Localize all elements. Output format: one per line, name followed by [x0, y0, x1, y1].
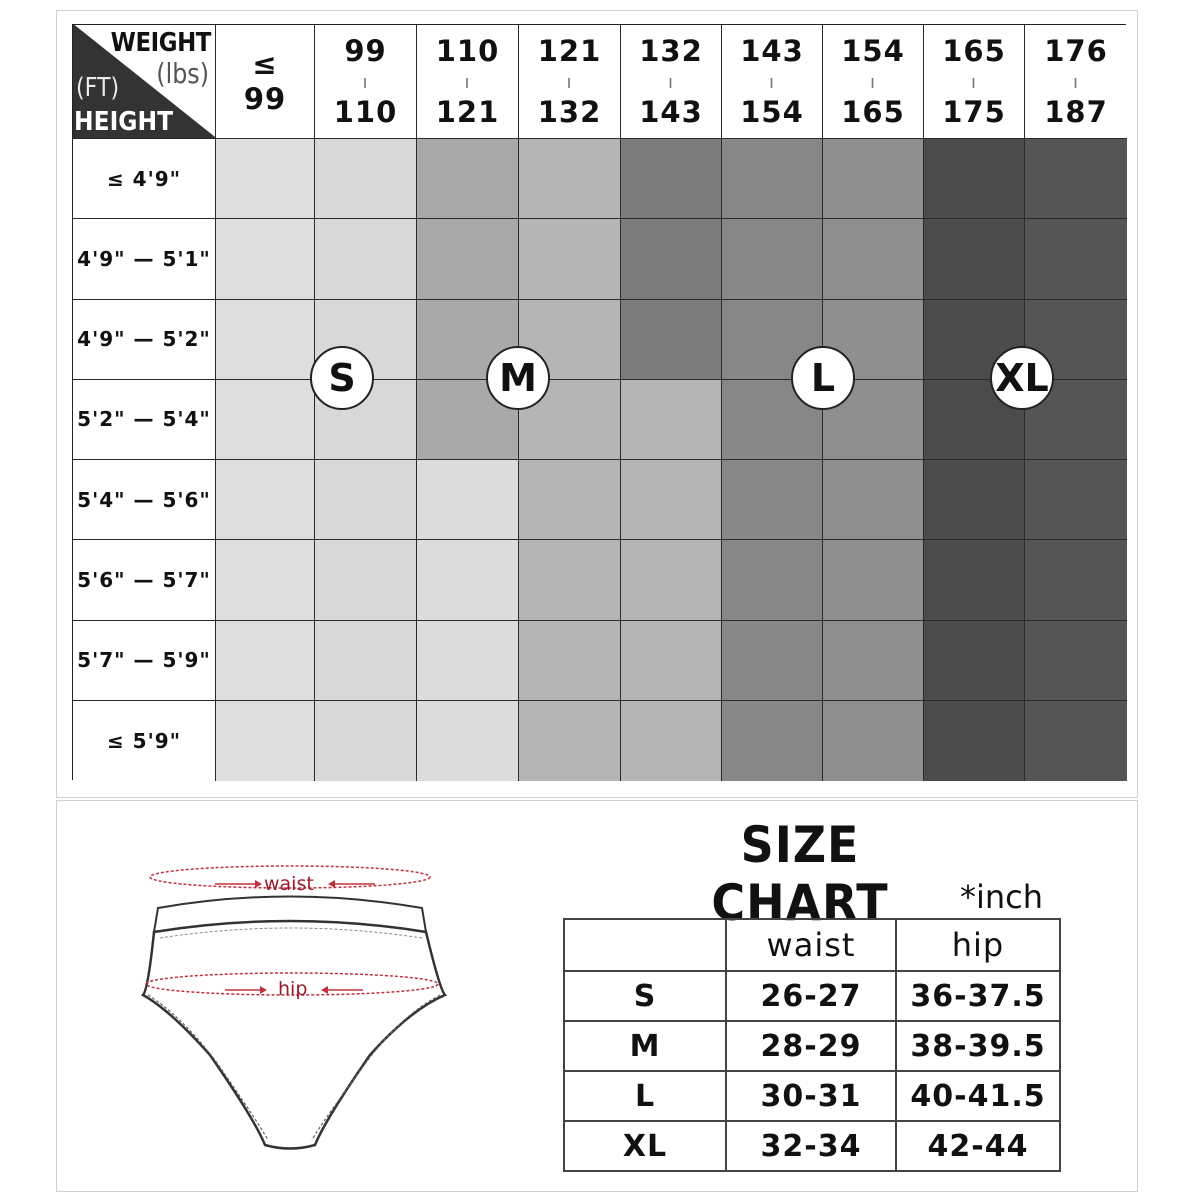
size-zone-cell	[519, 219, 621, 299]
size-zone-cell	[417, 540, 519, 620]
size-zone-cell	[621, 380, 722, 460]
size-zone-cell	[823, 621, 924, 701]
weight-range-separator: ı	[1072, 71, 1079, 93]
header-cell	[564, 919, 726, 971]
table-header-row	[564, 919, 1060, 971]
weight-range-low: ≤	[252, 46, 278, 81]
size-zone-cell	[417, 219, 519, 299]
size-zone-cell	[924, 460, 1025, 540]
weight-range-high: 143	[639, 94, 703, 129]
size-zone-cell	[621, 540, 722, 620]
size-zone-cell	[621, 621, 722, 701]
size-zone-cell	[216, 380, 315, 460]
size-cell: S	[564, 971, 726, 1021]
size-zone-cell	[417, 701, 519, 781]
weight-range-separator: ı	[768, 71, 775, 93]
weight-column-header	[315, 25, 417, 139]
height-row-header: ≤ 5'9"	[73, 701, 216, 781]
size-zone-cell	[924, 621, 1025, 701]
size-chart-table	[563, 918, 1061, 1172]
height-row-header: 5'7" — 5'9"	[73, 621, 216, 701]
hip-cell: 38-39.5	[896, 1021, 1060, 1071]
size-zone-cell	[1025, 701, 1127, 781]
size-zone-cell	[621, 701, 722, 781]
weight-range-separator: ı	[667, 71, 674, 93]
brief-diagram	[140, 850, 460, 1164]
size-zone-cell	[216, 139, 315, 219]
weight-range-high: 121	[435, 94, 500, 129]
size-zone-cell	[823, 540, 924, 620]
weight-column-header	[823, 25, 924, 139]
weight-range-separator: ı	[566, 71, 573, 93]
header-cell: waist	[726, 919, 896, 971]
weight-range-low: 154	[841, 33, 905, 68]
size-zone-cell	[621, 460, 722, 540]
weight-range-separator: ı	[869, 71, 876, 93]
table-row	[564, 1121, 1060, 1171]
weight-range-low: 99	[344, 33, 387, 68]
size-zone-cell	[722, 460, 823, 540]
size-zone-cell	[519, 621, 621, 701]
size-cell: L	[564, 1071, 726, 1121]
size-zone-cell	[823, 460, 924, 540]
weight-column-header	[216, 25, 315, 139]
size-zone-cell	[216, 219, 315, 299]
grid-corner-header	[73, 25, 216, 139]
weight-range-high: 175	[942, 94, 1006, 129]
size-zone-cell	[315, 701, 417, 781]
size-zone-cell	[519, 701, 621, 781]
size-zone-cell	[216, 460, 315, 540]
size-zone-cell	[924, 219, 1025, 299]
size-zone-cell	[621, 139, 722, 219]
weight-range-low: 165	[942, 33, 1006, 68]
weight-range-low: 121	[537, 33, 602, 68]
waist-cell: 32-34	[726, 1121, 896, 1171]
waist-cell: 26-27	[726, 971, 896, 1021]
size-zone-cell	[924, 701, 1025, 781]
table-row	[564, 1071, 1060, 1121]
size-zone-cell	[621, 219, 722, 299]
weight-unit-label: (lbs)	[156, 57, 209, 90]
size-zone-cell	[315, 621, 417, 701]
size-zone-cell	[621, 300, 722, 380]
weight-column-header	[417, 25, 519, 139]
waist-cell: 28-29	[726, 1021, 896, 1071]
size-zone-cell	[1025, 460, 1127, 540]
weight-range-high: 154	[740, 94, 804, 129]
header-cell: hip	[896, 919, 1060, 971]
size-zone-cell	[823, 139, 924, 219]
size-badge-xl: XL	[990, 346, 1054, 410]
size-cell: M	[564, 1021, 726, 1071]
height-row-header: 5'2" — 5'4"	[73, 380, 216, 460]
size-zone-cell	[315, 219, 417, 299]
height-row-header: 5'4" — 5'6"	[73, 460, 216, 540]
size-chart-title: SIZE CHART	[711, 816, 889, 932]
weight-range-low: 110	[435, 33, 500, 68]
weight-range-high: 110	[333, 94, 398, 129]
weight-axis-label: WEIGHT	[110, 28, 211, 58]
size-zone-cell	[924, 139, 1025, 219]
unit-note: *inch	[960, 878, 1044, 916]
size-zone-cell	[519, 460, 621, 540]
height-row-header: 4'9" — 5'1"	[73, 219, 216, 299]
waist-cell: 30-31	[726, 1071, 896, 1121]
weight-column-header	[621, 25, 722, 139]
size-zone-cell	[722, 701, 823, 781]
size-zone-cell	[216, 300, 315, 380]
weight-range-separator: ı	[970, 71, 977, 93]
weight-range-separator: ı	[464, 71, 471, 93]
hip-measure-label: hip	[278, 978, 308, 1000]
size-zone-cell	[722, 540, 823, 620]
weight-range-high: 165	[841, 94, 905, 129]
size-cell: XL	[564, 1121, 726, 1171]
table-row	[564, 1021, 1060, 1071]
weight-range-separator: ı	[362, 71, 369, 93]
size-zone-cell	[417, 139, 519, 219]
weight-range-low: 132	[639, 33, 703, 68]
brief-illustration	[140, 850, 460, 1160]
size-badge-s: S	[310, 346, 374, 410]
size-zone-cell	[722, 139, 823, 219]
height-row-header: 4'9" — 5'2"	[73, 300, 216, 380]
size-zone-cell	[417, 621, 519, 701]
size-zone-cell	[722, 219, 823, 299]
height-row-header: 5'6" — 5'7"	[73, 540, 216, 620]
weight-column-header	[924, 25, 1025, 139]
size-zone-cell	[519, 139, 621, 219]
size-zone-cell	[1025, 540, 1127, 620]
size-zone-cell	[315, 540, 417, 620]
table-row	[564, 971, 1060, 1021]
weight-range-high: 132	[537, 94, 602, 129]
weight-range-low: 143	[740, 33, 804, 68]
weight-range-high: 99	[243, 81, 287, 116]
height-axis-label: HEIGHT	[74, 107, 174, 137]
size-zone-cell	[924, 540, 1025, 620]
size-grid	[72, 24, 1126, 780]
size-zone-cell	[216, 621, 315, 701]
size-zone-cell	[1025, 139, 1127, 219]
size-zone-cell	[315, 460, 417, 540]
hip-cell: 36-37.5	[896, 971, 1060, 1021]
height-unit-label: (FT)	[76, 73, 120, 103]
size-zone-cell	[315, 139, 417, 219]
size-badge-m: M	[486, 346, 550, 410]
hip-cell: 40-41.5	[896, 1071, 1060, 1121]
size-zone-cell	[519, 540, 621, 620]
size-zone-cell	[216, 701, 315, 781]
height-row-header: ≤ 4'9"	[73, 139, 216, 219]
size-zone-cell	[216, 540, 315, 620]
size-zone-cell	[823, 219, 924, 299]
size-zone-cell	[1025, 219, 1127, 299]
hip-cell: 42-44	[896, 1121, 1060, 1171]
size-zone-cell	[1025, 621, 1127, 701]
size-zone-cell	[722, 621, 823, 701]
weight-range-low: 176	[1044, 33, 1108, 68]
size-badge-l: L	[791, 346, 855, 410]
size-zone-cell	[417, 460, 519, 540]
weight-range-high: 187	[1044, 94, 1108, 129]
waist-measure-label: waist	[264, 873, 314, 895]
weight-column-header	[1025, 25, 1127, 139]
size-zone-cell	[823, 701, 924, 781]
weight-column-header	[519, 25, 621, 139]
weight-column-header	[722, 25, 823, 139]
